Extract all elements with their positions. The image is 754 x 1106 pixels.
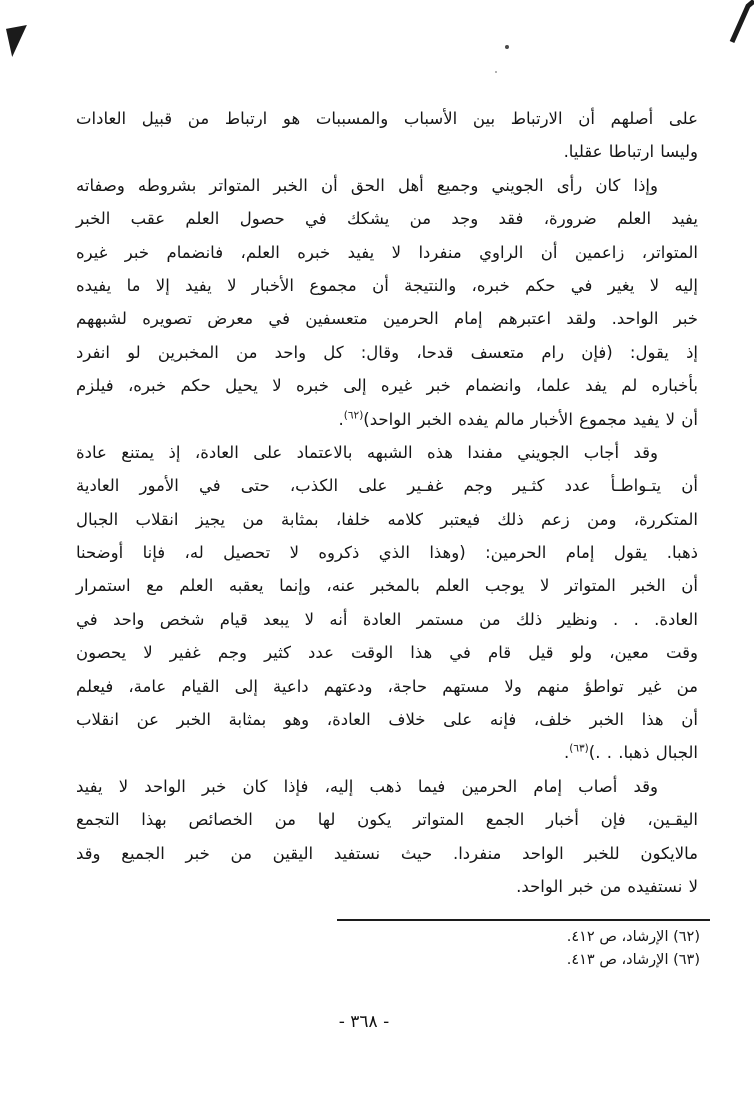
footnotes	[76, 926, 700, 972]
scan-artifact-top-left	[6, 25, 28, 57]
text-line: المتكررة، ومن زعم ذلك فيعتبر كلامه خلفا، بمثابة من يجيز انقلاب الجبال	[76, 509, 698, 529]
text-line: الجبال ذهبا. . .)$^{(٦٣)}$.	[564, 742, 698, 763]
text-line: اليقـين، فإن أخبار الجمع المتواتر يكون لها من الخصائص بهذا التجمع	[76, 810, 698, 830]
scan-speck	[505, 45, 509, 49]
text-line: أن يتـواطـأ عدد كثـير وجم غفـير على الكذب، حتى في الأمور العادية	[76, 476, 698, 496]
text-line: من غير تواطؤ منهم ولا مستهم حاجة، ودعتهم داعية إلى القيام عامة، فيعلم	[76, 676, 698, 696]
text-line: أن هذا الخبر خلف، فإنه على خلاف العادة، وهو بمثابة الخبر عن انقلاب	[76, 710, 698, 730]
text-line: بأخباره لم يفد علما، وانضمام خبر غيره إلى خبره لا يحيل حكم خبره، فيلزم	[76, 376, 698, 396]
footnote-separator	[337, 919, 710, 921]
text-line: أن الخبر المتواتر لا يوجب العلم بالمخبر عنه، وإنما يعقبه العلم مع استمرار	[76, 576, 698, 596]
footnote: (٦٣) الإرشاد، ص ٤١٣.	[566, 952, 700, 968]
footnote-ref: (٦٣)	[569, 742, 589, 755]
text-line: لا نستفيده من خبر الواحد.	[516, 876, 698, 896]
text-line: خبر الواحد. ولقد اعتبرهم إمام الحرمين متعسفين في معرض تصويره لشبههم	[76, 309, 698, 329]
text-line: وإذا كان رأى الجويني وجميع أهل الحق أن الخبر المتواتر بشروطه وصفاته	[76, 175, 658, 195]
page-number: - ٣٦٨ -	[338, 1012, 390, 1032]
paragraph	[76, 436, 698, 770]
body-text	[76, 102, 698, 903]
text-line: وليسا ارتباطا عقليا.	[563, 142, 698, 162]
text-line: وقت معين، ولو قيل قام في هذا الوقت عدد كثير وجم غفير لا يحصون	[76, 643, 698, 663]
scan-artifact-top-right	[728, 0, 754, 48]
paragraph	[76, 169, 698, 436]
text-line: إليه لا يغير في حكم خبره، والنتيجة أن مجموع الأخبار لا يفيد إلا ما يفيده	[76, 275, 698, 295]
text-line: وقد أجاب الجويني مفندا هذه الشبهه بالاعتماد على العادة، إذ يمتنع عادة	[76, 442, 658, 462]
footnote: (٦٢) الإرشاد، ص ٤١٢.	[566, 929, 700, 945]
text-line: المتواتر، زاعمين أن الراوي منفردا لا يفيد خبره العلم، فانضمام خبر غيره	[76, 242, 698, 262]
text-line: يفيد العلم ضرورة، فقد وجد من يشكك في حصول العلم عقب الخبر	[76, 209, 698, 229]
text-line: ذهبا. يقول إمام الحرمين: (وهذا الذي ذكروه لا تحصيل له، فإنا أوضحنا	[76, 543, 698, 563]
paragraph	[76, 102, 698, 169]
paragraph	[76, 770, 698, 904]
text-line: أن لا يفيد مجموع الأخبار مالم يفده الخبر الواحد)$^{(٦٢)}$.	[338, 409, 698, 429]
text-line: العادة. . . ونظير ذلك من مستمر العادة أنه لا يبعد قيام شخص واحد في	[76, 609, 698, 629]
footnote-ref: (٦٢)	[343, 409, 364, 422]
text-line: مالايكون للخبر الواحد منفردا. حيث نستفيد اليقين من خبر الجميع وقد	[76, 843, 698, 863]
scan-speck	[495, 71, 497, 73]
text-line: على أصلهم أن الارتباط بين الأسباب والمسببات هو ارتباط من قبيل العادات	[76, 109, 698, 128]
text-line: وقد أصاب إمام الحرمين فيما ذهب إليه، فإذا كان خبر الواحد لا يفيد	[76, 776, 658, 796]
text-line: إذ يقول: (فإن رام متعسف قدحا، وقال: كل واحد من المخبرين لو انفرد	[76, 342, 698, 362]
